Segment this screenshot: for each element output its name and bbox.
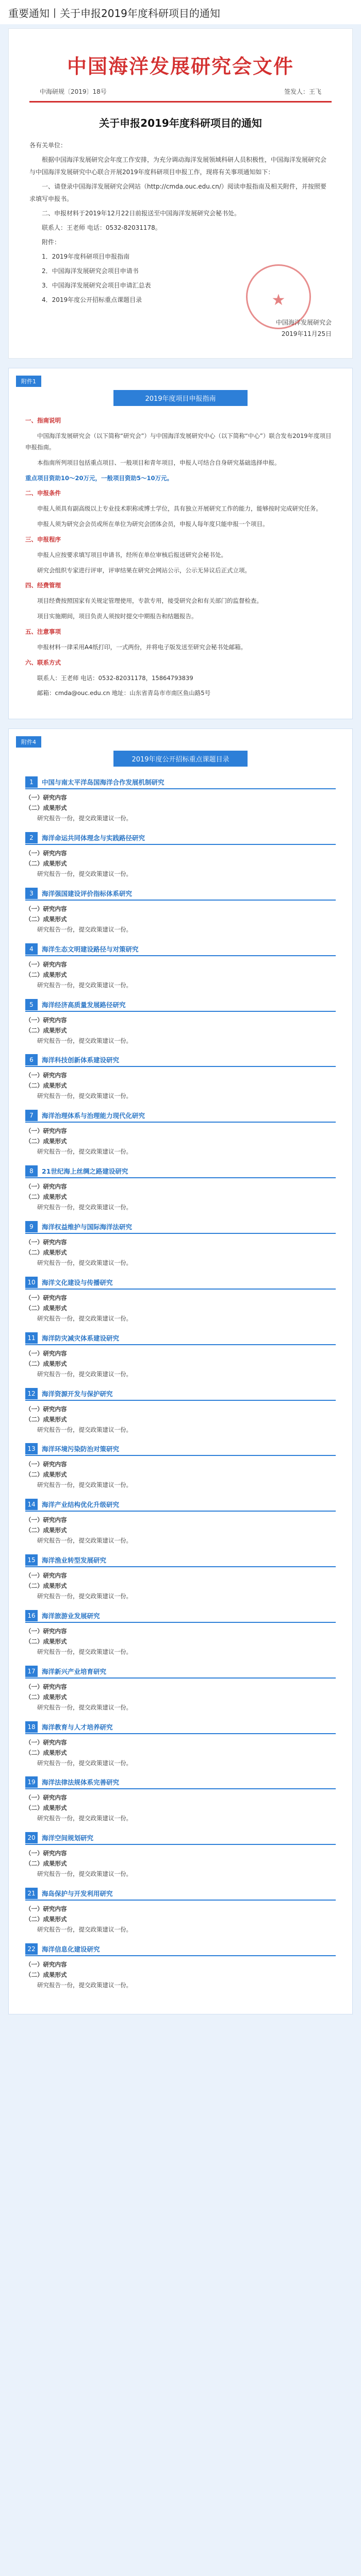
- topic-result-text: 研究报告一份，提交政策建议一份。: [37, 815, 132, 822]
- guide-heading: 四、经费管理: [25, 582, 61, 589]
- topic-result-text: 研究报告一份，提交政策建议一份。: [37, 1481, 132, 1489]
- topic-result-label: （二）成果形式: [25, 1082, 67, 1090]
- document-paragraph: 二、申报材料于2019年12月22日前报送至中国海洋发展研究会秘书处。: [42, 210, 241, 217]
- topic-number: 1: [25, 776, 38, 788]
- topic-number: 6: [25, 1054, 38, 1065]
- guide-paragraph: 中国海洋发展研究会（以下简称“研究会”）与中国海洋发展研究中心（以下简称“中心”）联合发布2019年度项目申报指南。: [25, 432, 332, 451]
- topic-header: [25, 1776, 336, 1789]
- topic-result-label: （二）成果形式: [25, 1193, 67, 1201]
- attachment-item: 2．中国海洋发展研究会项目申请书: [42, 267, 139, 275]
- attachments-label: 附件：: [42, 239, 61, 246]
- topic-item: [25, 998, 336, 1047]
- topic-item: [25, 1276, 336, 1325]
- topic-item: [25, 1443, 336, 1491]
- topic-content-label: （一）研究内容: [25, 1738, 67, 1746]
- topic-result-text: 研究报告一份，提交政策建议一份。: [37, 1870, 132, 1878]
- topic-number: 12: [25, 1388, 38, 1399]
- guide-paragraph: 申报人应按要求填写项目申请书，经所在单位审核后报送研究会秘书处。: [37, 551, 227, 558]
- topic-content-label: （一）研究内容: [25, 850, 67, 857]
- topic-result-label: （二）成果形式: [25, 1527, 67, 1534]
- topic-header: [25, 1276, 336, 1290]
- topic-header: [25, 1332, 336, 1345]
- topic-result-label: （二）成果形式: [25, 1637, 67, 1645]
- topic-item: [25, 1665, 336, 1714]
- topic-title: 海洋权益维护与国际海洋法研究: [42, 1223, 133, 1231]
- topic-item: [25, 1943, 336, 1991]
- topic-result-text: 研究报告一份，提交政策建议一份。: [37, 1981, 132, 1989]
- topic-number: 17: [25, 1666, 38, 1677]
- topic-result-label: （二）成果形式: [25, 860, 67, 868]
- topic-title: 海洋空间规划研究: [42, 1834, 94, 1842]
- topic-header: [25, 1498, 336, 1512]
- topic-result-text: 研究报告一份，提交政策建议一份。: [37, 1204, 132, 1211]
- topic-result-label: （二）成果形式: [25, 1916, 67, 1923]
- topic-result-label: （二）成果形式: [25, 804, 67, 812]
- topic-item: [25, 1332, 336, 1380]
- topic-number: 19: [25, 1776, 38, 1788]
- topic-title: 海洋科技创新体系建设研究: [42, 1056, 120, 1064]
- guide-paragraph: 项目实施期间，项目负责人须按时提交中期报告和结题报告。: [37, 613, 198, 620]
- topic-result-label: （二）成果形式: [25, 1582, 67, 1590]
- topic-item: [25, 776, 336, 824]
- document-paragraph: 根据中国海洋发展研究会年度工作安排，为充分调动海洋发展领域科研人员积极性，中国海洋发展研究会与中国海洋发展研究中心联合开展2019年度科研项目申报工作，现将有关事项通知如下：: [29, 156, 327, 176]
- guide-heading: 六、联系方式: [25, 658, 61, 666]
- topic-item: [25, 1498, 336, 1547]
- topic-content-label: （一）研究内容: [25, 1683, 67, 1690]
- seal-star-icon: ★: [271, 291, 286, 310]
- topic-content-label: （一）研究内容: [25, 1905, 67, 1913]
- topics-tag: 附件4: [16, 736, 41, 748]
- topic-header: [25, 943, 336, 956]
- topic-item: [25, 1776, 336, 1824]
- topic-number: 2: [25, 832, 38, 843]
- guide-heading: 一、指南说明: [25, 417, 61, 425]
- topic-content-label: （一）研究内容: [25, 1183, 67, 1191]
- topic-result-text: 研究报告一份，提交政策建议一份。: [37, 925, 132, 933]
- topic-content-label: （一）研究内容: [25, 1016, 67, 1024]
- guide-paragraph: 本指南所列项目包括重点项目、一般项目和青年项目，申报人可结合自身研究基础选择申报。: [37, 459, 281, 466]
- topic-result-text: 研究报告一份，提交政策建议一份。: [37, 1037, 132, 1044]
- footer-space: [0, 2014, 361, 2035]
- topic-header: [25, 1165, 336, 1178]
- topic-number: 16: [25, 1610, 38, 1621]
- topic-header: [25, 1054, 336, 1067]
- topic-item: [25, 1387, 336, 1436]
- topic-title: 海洋防灾减灾体系建设研究: [42, 1334, 120, 1342]
- topic-content-label: （一）研究内容: [25, 1127, 67, 1135]
- topic-title: 海洋环境污染防治对策研究: [42, 1445, 120, 1453]
- topic-result-label: （二）成果形式: [25, 1971, 67, 1978]
- topic-content-label: （一）研究内容: [25, 1960, 67, 1968]
- topic-content-label: （一）研究内容: [25, 1294, 67, 1301]
- guide-paragraph: 研究会组织专家进行评审，评审结果在研究会网站公示，公示无异议后正式立项。: [37, 566, 251, 574]
- topic-header: [25, 998, 336, 1012]
- document-paragraph: 一、请登录中国海洋发展研究会网站（http://cmda.ouc.edu.cn/）阅读申报指南及相关附件，并按照要求填写申报书。: [29, 183, 326, 202]
- topic-result-text: 研究报告一份，提交政策建议一份。: [37, 1314, 132, 1322]
- topic-number: 5: [25, 999, 38, 1010]
- guide-banner: 2019年度项目申报指南: [113, 390, 248, 406]
- topic-title: 中国与南太平洋岛国海洋合作发展机制研究: [42, 778, 165, 787]
- topic-content-label: （一）研究内容: [25, 1461, 67, 1468]
- topic-title: 海洋法律法规体系完善研究: [42, 1778, 120, 1787]
- guide-heading: 三、申报程序: [25, 535, 61, 543]
- topic-result-label: （二）成果形式: [25, 1304, 67, 1312]
- topic-title: 海洋旅游业发展研究: [42, 1612, 100, 1620]
- topic-number: 21: [25, 1888, 38, 1899]
- topics-banner: 2019年度公开招标重点课题目录: [113, 751, 248, 767]
- topic-content-label: （一）研究内容: [25, 1405, 67, 1413]
- attachment-item: 3．中国海洋发展研究会项目申请汇总表: [42, 282, 151, 289]
- topic-number: 3: [25, 888, 38, 899]
- topic-item: [25, 1832, 336, 1880]
- topic-result-text: 研究报告一份，提交政策建议一份。: [37, 1148, 132, 1156]
- topic-number: 15: [25, 1554, 38, 1566]
- topic-header: [25, 1109, 336, 1123]
- document-title: 关于申报2019年度科研项目的通知: [99, 117, 262, 129]
- topic-content-label: （一）研究内容: [25, 1627, 67, 1635]
- topic-result-text: 研究报告一份，提交政策建议一份。: [37, 1648, 132, 1655]
- topic-result-label: （二）成果形式: [25, 1026, 67, 1034]
- topic-content-label: （一）研究内容: [25, 1794, 67, 1802]
- topic-item: [25, 1165, 336, 1213]
- official-seal-icon: [246, 264, 311, 329]
- topic-content-label: （一）研究内容: [25, 794, 67, 802]
- topic-content-label: （一）研究内容: [25, 1850, 67, 1857]
- topic-result-label: （二）成果形式: [25, 1860, 67, 1868]
- topic-title: 21世纪海上丝绸之路建设研究: [42, 1167, 128, 1176]
- topic-result-text: 研究报告一份，提交政策建议一份。: [37, 1815, 132, 1822]
- topic-title: 海洋教育与人才培养研究: [42, 1723, 113, 1731]
- attachment-item: 4．2019年度公开招标重点课题目录: [42, 296, 142, 303]
- topic-header: [25, 1221, 336, 1234]
- topic-title: 海洋治理体系与治理能力现代化研究: [42, 1112, 145, 1120]
- topic-content-label: （一）研究内容: [25, 1072, 67, 1079]
- topic-result-text: 研究报告一份，提交政策建议一份。: [37, 1759, 132, 1767]
- topic-number: 8: [25, 1165, 38, 1177]
- topic-number: 20: [25, 1832, 38, 1843]
- topic-header: [25, 1443, 336, 1456]
- guide-paragraph: 项目经费按照国家有关规定管理使用，专款专用，接受研究会和有关部门的监督检查。: [37, 597, 262, 605]
- topic-result-label: （二）成果形式: [25, 1471, 67, 1479]
- official-document: [8, 28, 353, 359]
- topic-result-label: （二）成果形式: [25, 971, 67, 978]
- topic-number: 4: [25, 943, 38, 955]
- topic-title: 海洋新兴产业培育研究: [42, 1667, 107, 1675]
- document-paragraph: 联系人：王老师 电话：0532-82031178。: [42, 224, 161, 231]
- topic-number: 14: [25, 1499, 38, 1510]
- topic-number: 22: [25, 1943, 38, 1955]
- page-title: 重要通知丨关于申报2019年度科研项目的通知: [8, 7, 220, 20]
- topic-item: [25, 1554, 336, 1602]
- topic-content-label: （一）研究内容: [25, 960, 67, 968]
- topic-title: 海洋产业结构优化升级研究: [42, 1501, 120, 1509]
- topic-result-text: 研究报告一份，提交政策建议一份。: [37, 870, 132, 878]
- topic-number: 11: [25, 1332, 38, 1344]
- topic-result-text: 研究报告一份，提交政策建议一份。: [37, 1703, 132, 1711]
- topic-item: [25, 943, 336, 991]
- topic-item: [25, 832, 336, 880]
- topic-result-text: 研究报告一份，提交政策建议一份。: [37, 1537, 132, 1545]
- topic-item: [25, 1721, 336, 1769]
- topic-title: 海洋生态文明建设路径与对策研究: [42, 945, 139, 953]
- topic-result-text: 研究报告一份，提交政策建议一份。: [37, 1426, 132, 1433]
- topic-result-label: （二）成果形式: [25, 1415, 67, 1423]
- guide-contact: 联系人：王老师 电话：0532-82031178，15864793839: [37, 674, 193, 682]
- topic-result-label: （二）成果形式: [25, 1360, 67, 1367]
- topic-header: [25, 1554, 336, 1567]
- topic-item: [25, 1221, 336, 1269]
- topic-number: 13: [25, 1443, 38, 1454]
- topic-result-text: 研究报告一份，提交政策建议一份。: [37, 1370, 132, 1378]
- topic-title: 海洋信息化建设研究: [42, 1945, 100, 1953]
- topic-result-text: 研究报告一份，提交政策建议一份。: [37, 1092, 132, 1100]
- topic-number: 7: [25, 1110, 38, 1121]
- topic-result-label: （二）成果形式: [25, 915, 67, 923]
- topic-content-label: （一）研究内容: [25, 1572, 67, 1580]
- topic-result-label: （二）成果形式: [25, 1138, 67, 1145]
- page-header: [0, 0, 361, 24]
- topic-header: [25, 1943, 336, 1956]
- topic-header: [25, 1609, 336, 1623]
- document-signer: 签发人：王飞: [284, 88, 321, 95]
- guide-paragraph: 申报材料一律采用A4纸打印，一式两份，并将电子版发送至研究会秘书处邮箱。: [37, 643, 247, 651]
- topic-title: 海洋命运共同体理念与实践路径研究: [42, 834, 145, 842]
- topic-content-label: （一）研究内容: [25, 1349, 67, 1357]
- topic-header: [25, 1387, 336, 1401]
- topic-result-text: 研究报告一份，提交政策建议一份。: [37, 1592, 132, 1600]
- attachment-item: 1．2019年度科研项目申报指南: [42, 253, 130, 260]
- topic-title: 海洋文化建设与传播研究: [42, 1278, 113, 1286]
- topic-title: 海洋资源开发与保护研究: [42, 1389, 113, 1398]
- signature-date: 2019年11月25日: [281, 330, 332, 337]
- document-number: 中海研规〔2019〕18号: [40, 88, 107, 95]
- guide-heading: 二、申报条件: [25, 489, 61, 497]
- topic-result-text: 研究报告一份，提交政策建议一份。: [37, 1926, 132, 1934]
- topic-number: 9: [25, 1221, 38, 1232]
- topic-title: 海洋强国建设评价指标体系研究: [42, 889, 133, 897]
- topic-result-label: （二）成果形式: [25, 1693, 67, 1701]
- guide-section: [8, 368, 353, 719]
- topics-body: [9, 776, 352, 1991]
- guide-tag: 附件1: [16, 376, 41, 387]
- topic-item: [25, 1109, 336, 1158]
- topic-item: [25, 1054, 336, 1102]
- topic-content-label: （一）研究内容: [25, 905, 67, 912]
- document-org-title: 中国海洋发展研究会文件: [67, 55, 294, 78]
- topic-item: [25, 1887, 336, 1936]
- guide-highlight: 重点项目资助10～20万元，一般项目资助5～10万元。: [25, 474, 173, 482]
- topic-header: [25, 1887, 336, 1901]
- topic-title: 海洋渔业转型发展研究: [42, 1556, 107, 1565]
- topic-title: 海岛保护与开发利用研究: [42, 1890, 113, 1898]
- guide-body: [9, 415, 352, 699]
- topic-item: [25, 887, 336, 936]
- topic-content-label: （一）研究内容: [25, 1238, 67, 1246]
- topic-header: [25, 1665, 336, 1679]
- topic-header: [25, 776, 336, 789]
- guide-contact: 邮箱：cmda@ouc.edu.cn 地址：山东省青岛市市南区鱼山路5号: [37, 689, 211, 697]
- document-addressee: 各有关单位：: [29, 142, 67, 149]
- signature-org: 中国海洋发展研究会: [275, 319, 332, 326]
- topic-result-label: （二）成果形式: [25, 1804, 67, 1812]
- topic-header: [25, 1721, 336, 1734]
- topic-item: [25, 1609, 336, 1658]
- topic-header: [25, 1832, 336, 1845]
- topic-title: 海洋经济高质量发展路径研究: [42, 1001, 126, 1009]
- topic-header: [25, 832, 336, 845]
- topics-section: [8, 728, 353, 2014]
- topic-content-label: （一）研究内容: [25, 1516, 67, 1524]
- topic-result-text: 研究报告一份，提交政策建议一份。: [37, 1259, 132, 1266]
- guide-paragraph: 申报人须为研究会会员或所在单位为研究会团体会员，申报人每年度只能申报一个项目。: [37, 520, 269, 528]
- topic-result-label: （二）成果形式: [25, 1749, 67, 1756]
- guide-paragraph: 申报人须具有副高级以上专业技术职称或博士学位，具有独立开展研究工作的能力，能够按时完成研究任务。: [37, 505, 322, 513]
- red-divider: [29, 101, 332, 103]
- document-number-row: [40, 87, 321, 96]
- topic-header: [25, 887, 336, 901]
- topic-result-label: （二）成果形式: [25, 1248, 67, 1256]
- topic-number: 18: [25, 1721, 38, 1733]
- guide-heading: 五、注意事项: [25, 628, 61, 635]
- topic-number: 10: [25, 1277, 38, 1288]
- topic-result-text: 研究报告一份，提交政策建议一份。: [37, 981, 132, 989]
